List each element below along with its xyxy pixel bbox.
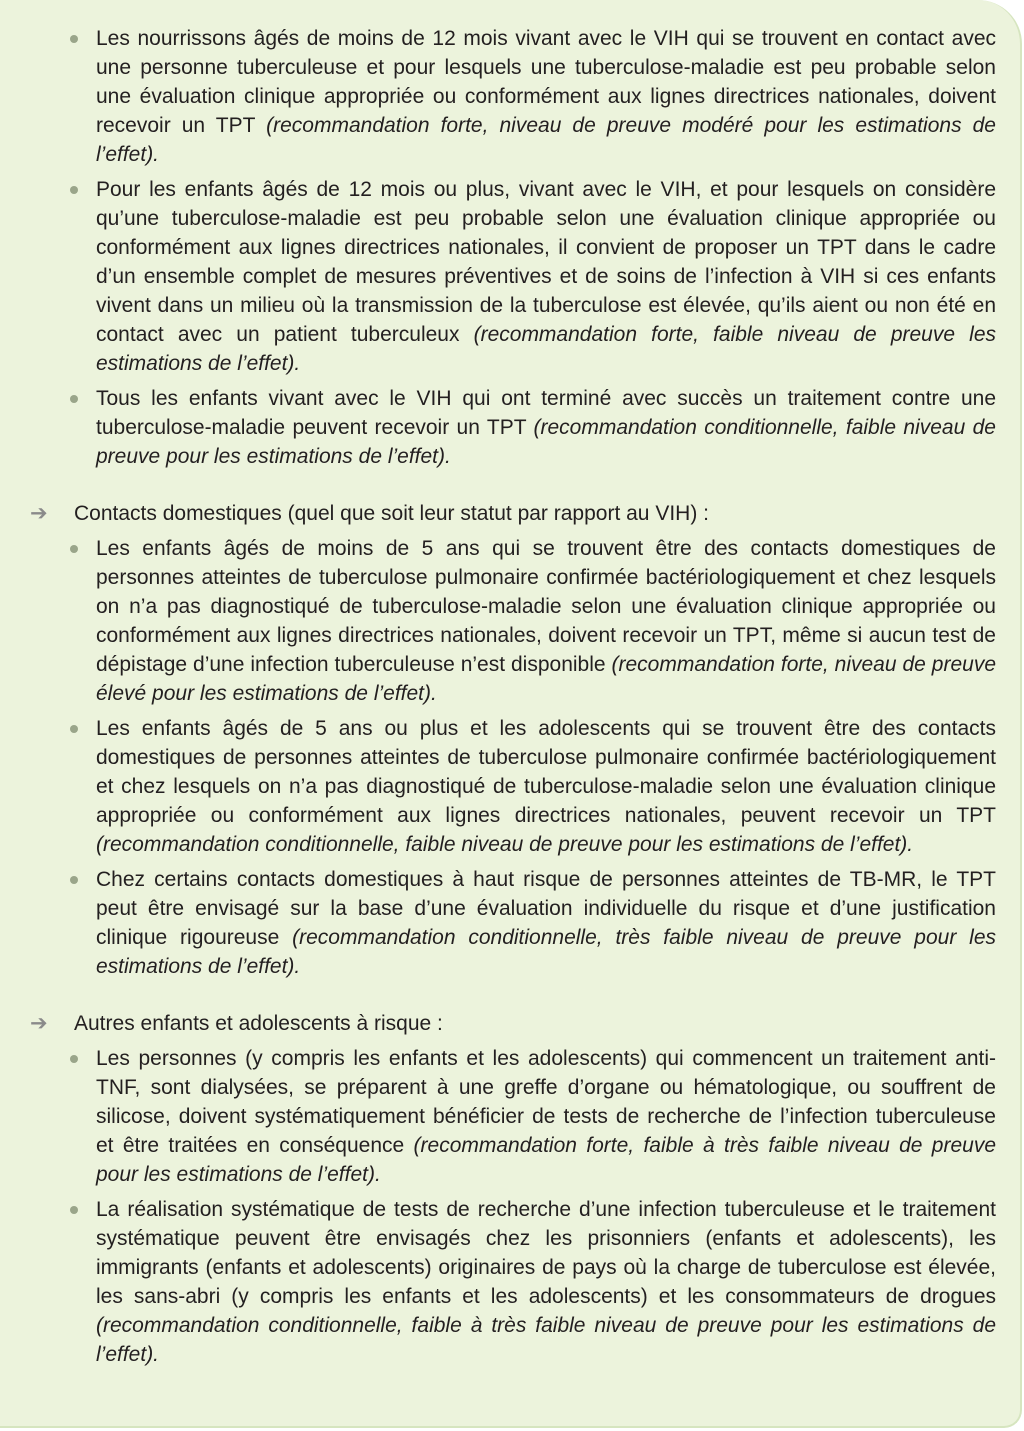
arrow-right-icon: ➔: [30, 1012, 48, 1035]
list-item: [30, 175, 996, 378]
section-household-contacts: [30, 499, 996, 981]
item-note: (recommandation conditionnelle, faible niveau de preuve pour les estimations de l’effet).: [96, 833, 914, 856]
section-heading: [30, 1009, 996, 1038]
item-note: (recommandation forte, faible niveau de preuve les estimations de l’effet).: [96, 323, 996, 375]
bullet-list: [30, 534, 996, 981]
item-note: (recommandation forte, faible à très faible niveau de preuve pour les estimations de l’effet).: [96, 1134, 997, 1186]
list-item: [30, 534, 996, 708]
item-text: Les personnes (y compris les enfants et les adolescents) qui commencent un traitement anti-TNF, sont dialysées, se préparent à une greffe d’organe ou hématologique, ou souffrent de silicose, doivent systématiquement bénéficier de tests de recherche de l’infection tuberculeuse et être traitées en conséquence: [96, 1047, 996, 1157]
section-children-hiv: [30, 24, 996, 471]
list-item: [30, 384, 996, 471]
bullet-icon: [70, 876, 78, 884]
section-heading-text: Autres enfants et adolescents à risque :: [74, 1012, 443, 1035]
item-note: (recommandation conditionnelle, faible à très faible niveau de preuve pour les estimations de l’effet).: [96, 1314, 996, 1366]
bullet-icon: [70, 545, 78, 553]
bullet-icon: [70, 395, 78, 403]
item-text: La réalisation systématique de tests de recherche d’une infection tuberculeuse et le traitement systématique peuvent être envisagés chez les prisonniers (enfants et adolescents), les immigrants (enfants et adolescents) originaires de pays où la charge de tuberculose est élevée, les sans-abri (y compris les enfants et les adolescents) et les consommateurs de drogues: [96, 1198, 996, 1308]
bullet-icon: [70, 725, 78, 733]
item-note: (recommandation conditionnelle, faible niveau de preuve pour les estimations de l’effet).: [96, 416, 996, 468]
bullet-icon: [70, 1206, 78, 1214]
item-text: Pour les enfants âgés de 12 mois ou plus, vivant avec le VIH, et pour lesquels on considère qu’une tuberculose-maladie est peu probable selon une évaluation clinique appropriée ou conformément aux lignes directrices nationales, il convient de proposer un TPT dans le cadre d’un ensemble complet de mesures préventives et de soins de l’infection à VIH si ces enfants vivent dans un milieu où la transmission de la tuberculose est élevée, qu’ils aient ou non été en contact avec un patient tuberculeux: [96, 178, 996, 346]
section-other-at-risk: [30, 1009, 996, 1369]
bullet-list: [30, 24, 996, 471]
bullet-icon: [70, 1055, 78, 1063]
arrow-right-icon: ➔: [30, 502, 48, 525]
item-note: (recommandation conditionnelle, très faible niveau de preuve pour les estimations de l’effet).: [96, 926, 996, 978]
item-note: (recommandation forte, niveau de preuve modéré pour les estimations de l’effet).: [96, 114, 996, 166]
list-item: [30, 1195, 996, 1369]
section-heading-text: Contacts domestiques (quel que soit leur statut par rapport au VIH) :: [74, 502, 709, 525]
item-text: Chez certains contacts domestiques à haut risque de personnes atteintes de TB-MR, le TPT peut être envisagé sur la base d’une évaluation individuelle du risque et d’une justification clinique rigoureuse: [96, 868, 996, 949]
item-text: Les nourrissons âgés de moins de 12 mois vivant avec le VIH qui se trouvent en contact avec une personne tuberculeuse et pour lesquels une tuberculose-maladie est peu probable selon une évaluation clinique appropriée ou conformément aux lignes directrices nationales, doivent recevoir un TPT: [96, 27, 996, 137]
list-item: [30, 865, 996, 981]
item-text: Les enfants âgés de 5 ans ou plus et les adolescents qui se trouvent être des contacts domestiques de personnes atteintes de tuberculose pulmonaire confirmée bactériologiquement et chez lesquels on n’a pas diagnostiqué de tuberculose-maladie selon une évaluation clinique appropriée ou conformément aux lignes directrices nationales, peuvent recevoir un TPT: [96, 717, 996, 827]
item-text: Tous les enfants vivant avec le VIH qui ont terminé avec succès un traitement contre une tuberculose-maladie peuvent recevoir un TPT: [96, 387, 996, 439]
item-text: Les enfants âgés de moins de 5 ans qui se trouvent être des contacts domestiques de personnes atteintes de tuberculose pulmonaire confirmée bactériologiquement et chez lesquels on n’a pas diagnostiqué de tuberculose-maladie selon une évaluation clinique appropriée ou conformément aux lignes directrices nationales, doivent recevoir un TPT, même si aucun test de dépistage d’une infection tuberculeuse n’est disponible: [96, 537, 996, 676]
list-item: [30, 1044, 996, 1189]
list-item: [30, 714, 996, 859]
item-note: (recommandation forte, niveau de preuve élevé pour les estimations de l’effet).: [96, 653, 996, 705]
bullet-icon: [70, 186, 78, 194]
section-heading: [30, 499, 996, 528]
bullet-list: [30, 1044, 996, 1369]
recommendations-content: [30, 24, 996, 1397]
list-item: [30, 24, 996, 169]
bullet-icon: [70, 35, 78, 43]
